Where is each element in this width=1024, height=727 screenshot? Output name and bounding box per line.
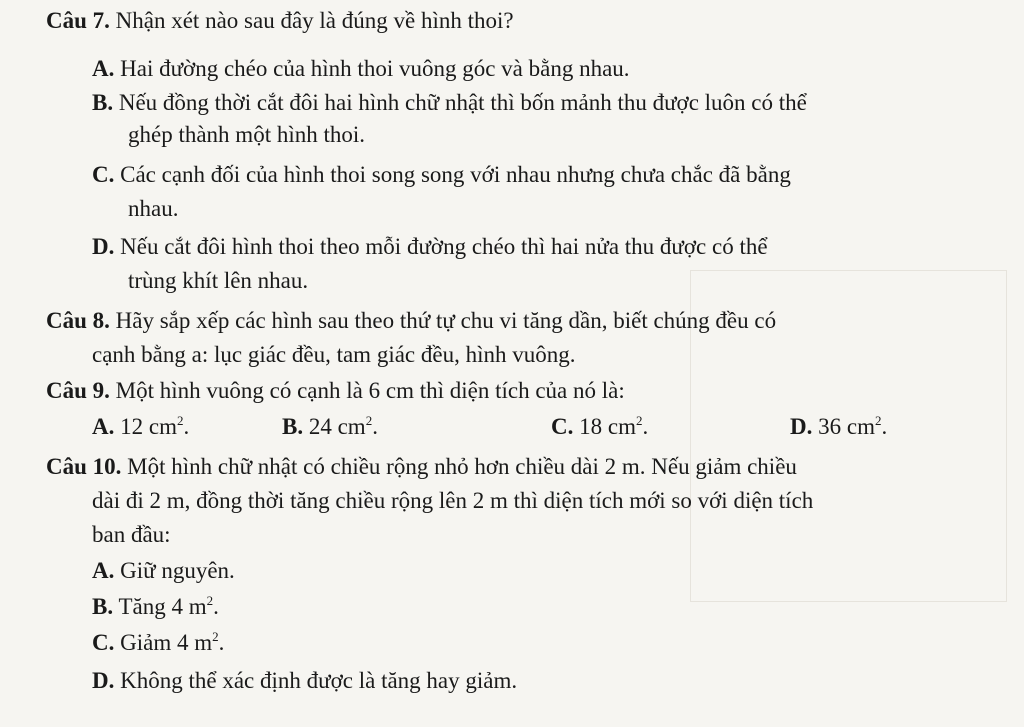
q7-option-d-text: Nếu cắt đôi hình thoi theo mỗi đường chéo thì hai nửa thu được có thể — [120, 234, 768, 259]
q9-option-a-value: 12 cm — [120, 414, 177, 439]
q9-option-a-sup: 2 — [176, 413, 184, 428]
q7-option-b-text-cont: ghép thành một hình thoi. — [128, 122, 366, 147]
q10-text-cont2: ban đầu: — [92, 522, 171, 547]
q7-option-d — [92, 232, 768, 262]
q9-option-a — [92, 412, 189, 442]
q10-line2 — [92, 486, 813, 516]
q10-text: Một hình chữ nhật có chiều rộng nhỏ hơn chiều dài 2 m. Nếu giảm chiều — [127, 454, 797, 479]
q8-text: Hãy sắp xếp các hình sau theo thứ tự chu vi tăng dần, biết chúng đều có — [115, 308, 777, 333]
q10-option-c-letter: C. — [92, 630, 115, 655]
q9-option-d-value: 36 cm — [818, 414, 875, 439]
q10-option-c — [92, 628, 224, 658]
q7-option-d-text-cont: trùng khít lên nhau. — [128, 268, 309, 293]
q7-option-c-letter: C. — [92, 162, 115, 187]
q8-text-cont: cạnh bằng a: lục giác đều, tam giác đều, hình vuông. — [92, 342, 576, 367]
q9-option-b — [282, 412, 378, 442]
q9-option-c-sup: 2 — [635, 413, 643, 428]
q7-option-c-text: Các cạnh đối của hình thoi song song với nhau nhưng chưa chắc đã bằng — [120, 162, 791, 187]
q7-option-a-letter: A. — [92, 56, 115, 81]
q7-option-a-text: Hai đường chéo của hình thoi vuông góc và bằng nhau. — [120, 56, 630, 81]
q7-option-b-cont — [128, 120, 365, 150]
q9-option-c-end: . — [642, 414, 649, 439]
q9-text: Một hình vuông có cạnh là 6 cm thì diện tích của nó là: — [115, 378, 625, 403]
q9-option-a-letter: A. — [92, 414, 115, 439]
q10-line1 — [46, 452, 797, 482]
q10-option-b-sup: 2 — [206, 593, 214, 608]
q9-option-c-letter: C. — [551, 414, 574, 439]
q7-option-c-text-cont: nhau. — [128, 196, 179, 221]
q7-option-a — [92, 54, 630, 84]
q9-option-d — [790, 412, 887, 442]
q7-option-c — [92, 160, 791, 190]
q9-option-b-value: 24 cm — [308, 414, 366, 439]
q10-label: Câu 10. — [46, 454, 122, 479]
q7-option-b — [92, 88, 807, 118]
q10-option-d — [92, 666, 517, 696]
q7-text: Nhận xét nào sau đây là đúng về hình thoi? — [115, 8, 514, 33]
q7-option-d-cont — [128, 266, 308, 296]
q10-option-a-text: Giữ nguyên. — [120, 558, 235, 583]
q9-option-d-end: . — [881, 414, 888, 439]
q10-option-b — [92, 592, 219, 622]
q10-text-cont: dài đi 2 m, đồng thời tăng chiều rộng lên 2 m thì diện tích mới so với diện tích — [92, 488, 814, 513]
q10-option-c-text: Giảm 4 m — [120, 630, 213, 655]
q7-option-c-cont — [128, 194, 178, 224]
q7-option-b-letter: B. — [92, 90, 114, 115]
q10-option-a-letter: A. — [92, 558, 115, 583]
q8-line1 — [46, 306, 776, 336]
q10-option-b-letter: B. — [92, 594, 114, 619]
q10-option-c-sup: 2 — [212, 629, 219, 644]
q8-line2 — [92, 340, 575, 370]
q10-line3 — [92, 520, 171, 550]
q8-label: Câu 8. — [46, 308, 110, 333]
q9-label: Câu 9. — [46, 378, 110, 403]
q9-option-d-sup: 2 — [874, 413, 882, 428]
q9-option-c — [551, 412, 648, 442]
q10-option-d-letter: D. — [92, 668, 115, 693]
q10-option-a — [92, 556, 235, 586]
q10-option-b-text: Tăng 4 m — [118, 594, 207, 619]
q7-option-b-text: Nếu đồng thời cắt đôi hai hình chữ nhật thì bốn mảnh thu được luôn có thể — [118, 90, 807, 115]
q9-option-d-letter: D. — [790, 414, 813, 439]
q10-option-c-end: . — [218, 630, 225, 655]
q9-option-b-letter: B. — [282, 414, 304, 439]
q9-option-b-sup: 2 — [365, 413, 373, 428]
q10-option-d-text: Không thể xác định được là tăng hay giảm. — [120, 668, 518, 693]
q9-header — [46, 376, 625, 406]
q9-option-b-end: . — [372, 414, 378, 439]
q7-header — [46, 6, 514, 36]
q7-label: Câu 7. — [46, 8, 110, 33]
q7-option-d-letter: D. — [92, 234, 115, 259]
q10-option-b-end: . — [213, 594, 219, 619]
q9-option-a-end: . — [183, 414, 190, 439]
q9-option-c-value: 18 cm — [579, 414, 636, 439]
